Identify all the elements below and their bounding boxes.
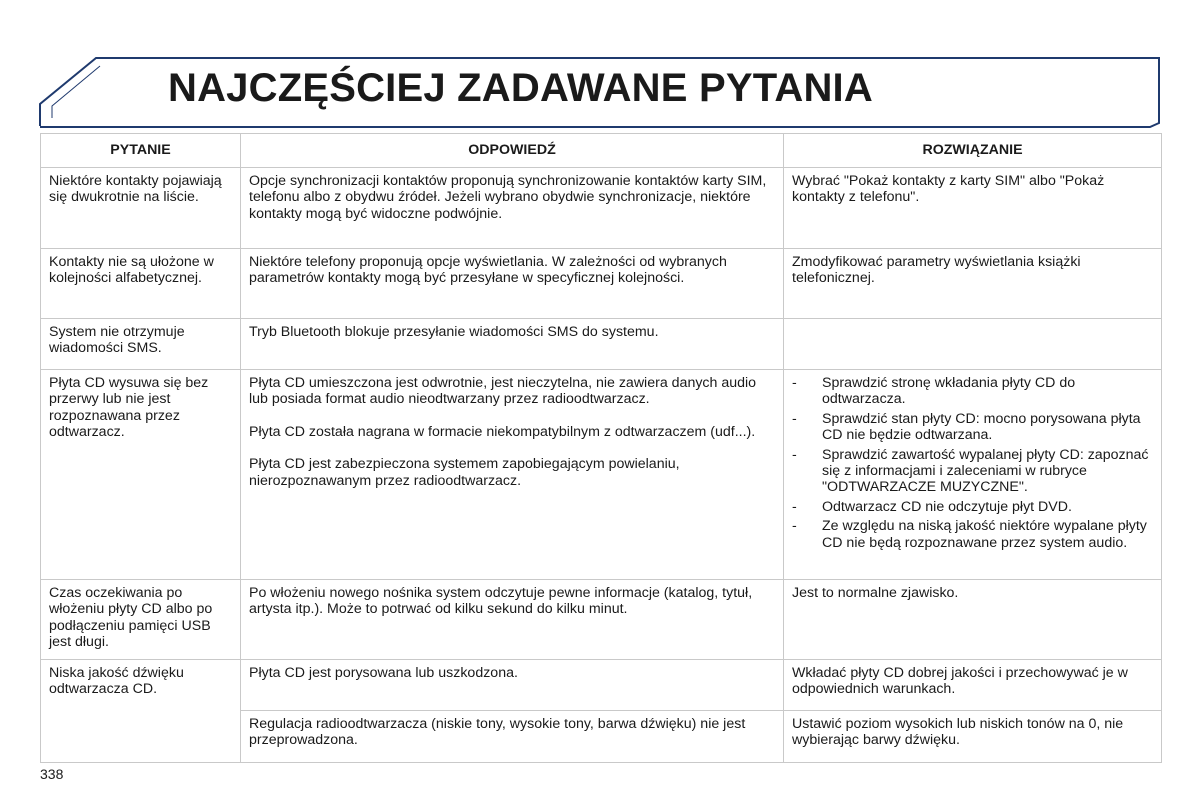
solution-item-text: Odtwarzacz CD nie odczytuje płyt DVD. <box>822 498 1072 515</box>
answer-cell <box>241 711 784 763</box>
answer-cell <box>241 319 784 370</box>
answer-cell <box>241 580 784 660</box>
table-header-row <box>41 134 1162 168</box>
bullet-dash: - <box>792 518 797 535</box>
solution-list-item <box>792 499 1153 515</box>
solution-list-item <box>792 518 1153 551</box>
solution-list <box>792 375 1153 551</box>
table-row <box>41 580 1162 660</box>
solution-cell: Wybrać "Pokaż kontakty z karty SIM" albo "Pokaż kontakty z telefonu". <box>784 168 1162 249</box>
answer-text: Płyta CD jest zabezpieczona systemem zapobiegającym powielaniu, nierozpoznawanym przez radioodtwarzacz. <box>249 456 680 489</box>
question-cell: System nie otrzymuje wiadomości SMS. <box>41 319 241 370</box>
solution-list-item <box>792 375 1153 408</box>
solution-cell: Jest to normalne zjawisko. <box>784 580 1162 660</box>
column-header-question: PYTANIE <box>41 134 241 168</box>
bullet-dash: - <box>792 410 797 427</box>
answer-cell <box>241 370 784 580</box>
table-row <box>41 660 1162 711</box>
table-row <box>41 319 1162 370</box>
answer-cell <box>241 249 784 319</box>
answer-text: Niektóre telefony proponują opcje wyświetlania. W zależności od wybranych parametrów kontakty mogą być przesyłane w specyficznej kolejności. <box>249 254 727 287</box>
solution-item-text: Ze względu na niską jakość niektóre wypalane płyty CD nie będą rozpoznawane przez system audio. <box>822 518 1147 551</box>
answer-text: Płyta CD jest porysowana lub uszkodzona. <box>249 665 518 681</box>
solution-item-text: Sprawdzić stronę wkładania płyty CD do odtwarzacza. <box>822 375 1076 408</box>
answer-text: Tryb Bluetooth blokuje przesyłanie wiadomości SMS do systemu. <box>249 324 659 340</box>
answer-cell <box>241 660 784 711</box>
answer-text: Regulacja radioodtwarzacza (niskie tony, wysokie tony, barwa dźwięku) nie jest przeprowadzona. <box>249 716 746 749</box>
column-header-solution: ROZWIĄZANIE <box>784 134 1162 168</box>
answer-text: Po włożeniu nowego nośnika system odczytuje pewne informacje (katalog, tytuł, artysta itp.). Może to potrwać od kilku sekund do kilku minut. <box>249 585 753 618</box>
page-title: NAJCZĘŚCIEJ ZADAWANE PYTANIA <box>168 66 873 110</box>
table-row <box>41 370 1162 580</box>
solution-item-text: Sprawdzić stan płyty CD: mocno porysowana płyta CD nie będzie odtwarzana. <box>822 410 1141 444</box>
answer-text: Płyta CD została nagrana w formacie niekompatybilnym z odtwarzaczem (udf...). <box>249 423 756 440</box>
solution-cell <box>784 319 1162 370</box>
column-header-answer: ODPOWIEDŹ <box>241 134 784 168</box>
answer-cell <box>241 168 784 249</box>
table-row <box>41 249 1162 319</box>
question-cell: Kontakty nie są ułożone w kolejności alfabetycznej. <box>41 249 241 319</box>
solution-cell: Zmodyfikować parametry wyświetlania książki telefonicznej. <box>784 249 1162 319</box>
question-cell: Płyta CD wysuwa się bez przerwy lub nie jest rozpoznawana przez odtwarzacz. <box>41 370 241 580</box>
bullet-dash: - <box>792 498 797 515</box>
question-cell: Niektóre kontakty pojawiają się dwukrotnie na liście. <box>41 168 241 249</box>
table-row <box>41 168 1162 249</box>
answer-text: Opcje synchronizacji kontaktów proponują synchronizowanie kontaktów karty SIM, telefonu albo z obydwu źródeł. Jeżeli wybrano obydwie synchronizacje, niektóre kontakty mogą być widoczne podwójnie. <box>249 173 767 222</box>
bullet-dash: - <box>792 375 797 391</box>
solution-cell <box>784 370 1162 580</box>
answer-text: Płyta CD umieszczona jest odwrotnie, jest nieczytelna, nie zawiera danych audio lub posiada format audio nieodtwarzany przez radioodtwarzacz. <box>249 375 757 408</box>
solution-cell: Ustawić poziom wysokich lub niskich tonów na 0, nie wybierając barwy dźwięku. <box>784 711 1162 763</box>
bullet-dash: - <box>792 446 797 463</box>
title-frame <box>0 0 1200 130</box>
solution-list-item <box>792 411 1153 444</box>
question-cell: Czas oczekiwania po włożeniu płyty CD albo po podłączeniu pamięci USB jest długi. <box>41 580 241 660</box>
solution-cell: Wkładać płyty CD dobrej jakości i przechowywać je w odpowiednich warunkach. <box>784 660 1162 711</box>
page-number: 338 <box>40 766 64 782</box>
solution-item-text: Sprawdzić zawartość wypalanej płyty CD: zapoznać się z informacjami i zaleceniami w rubryce "ODTWARZACZE MUZYCZNE". <box>822 446 1149 496</box>
question-cell: Niska jakość dźwięku odtwarzacza CD. <box>41 660 241 763</box>
solution-list-item <box>792 447 1153 496</box>
faq-table <box>40 133 1162 763</box>
